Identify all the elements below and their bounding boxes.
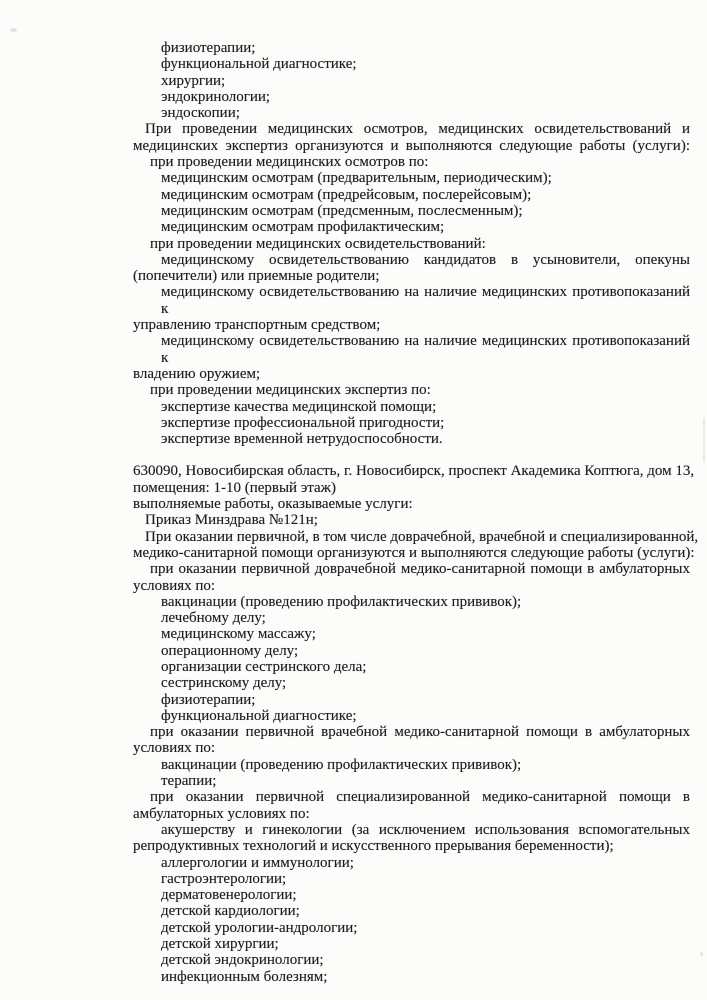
document-line: условиях по:	[133, 740, 216, 757]
document-line: эндокринологии;	[161, 88, 271, 105]
document-line: физиотерапии;	[161, 40, 256, 56]
document-line: физиотерапии;	[161, 691, 256, 708]
document-line: выполняемые работы, оказываемые услуги:	[133, 496, 413, 513]
document-line: (попечители) или приемные родители;	[133, 268, 380, 285]
document-line: лечебному делу;	[161, 610, 266, 627]
document-line: операционному делу;	[161, 642, 299, 659]
document-line: медицинскому освидетельствованию на наличие медицинских противопоказаний к	[161, 284, 690, 317]
document-line: медико-санитарной помощи организуются и выполняются следующие работы (услуги):	[133, 544, 695, 561]
document-line: амбулаторных условиях по:	[133, 805, 310, 822]
document-line: медицинским осмотрам (предрейсовым, послерейсовым);	[161, 186, 532, 203]
document-line: терапии;	[161, 773, 217, 790]
scan-artifact	[703, 418, 705, 462]
document-line: при проведении медицинских осмотров по:	[150, 154, 429, 171]
document-line: вакцинации (проведению профилактических прививок);	[161, 593, 522, 610]
document-line: управлению транспортным средством;	[133, 317, 381, 334]
document-line: при оказании первичной врачебной медико-санитарной помощи в амбулаторных	[150, 724, 690, 741]
document-line: экспертизе качества медицинской помощи;	[161, 398, 437, 415]
document-line: детской кардиологии;	[161, 903, 300, 920]
document-line: медицинскому освидетельствованию кандидатов в усыновители, опекуны	[161, 251, 690, 268]
document-line: при оказании первичной специализированной медико-санитарной помощи в	[150, 789, 690, 806]
document-line: Приказ Минздрава №121н;	[145, 512, 318, 529]
document-line: медицинским осмотрам профилактическим;	[161, 219, 445, 236]
document-line: при проведении медицинских освидетельствований:	[150, 235, 486, 252]
document-line: репродуктивных технологий и искусственного прерывания беременности);	[133, 838, 614, 855]
document-line: медицинским осмотрам (предсменным, послесменным);	[161, 202, 523, 219]
document-line: дерматовенерологии;	[161, 887, 297, 904]
document-line: медицинских экспертиз организуются и выполняются следующие работы (услуги):	[133, 137, 690, 154]
document-line: эндоскопии;	[161, 105, 240, 122]
document-line: вакцинации (проведению профилактических прививок);	[161, 756, 522, 773]
document-line: детской эндокринологии;	[161, 952, 324, 969]
document-line: функциональной диагностике;	[161, 707, 357, 724]
document-line: медицинскому массажу;	[161, 626, 316, 643]
document-line: 630090, Новосибирская область, г. Новосибирск, проспект Академика Коптюга, дом 13,	[133, 463, 695, 480]
document-line: сестринскому делу;	[161, 675, 287, 692]
scan-artifact	[700, 952, 703, 956]
document-line: условиях по:	[133, 577, 216, 594]
document-line: при оказании первичной доврачебной медико-санитарной помощи в амбулаторных	[150, 561, 690, 578]
document-text	[133, 40, 699, 985]
document-line: инфекционным болезням;	[161, 968, 328, 985]
document-line: владению оружием;	[133, 365, 261, 382]
document-line: гастроэнтерологии;	[161, 870, 287, 887]
document-line: при проведении медицинских экспертиз по:	[150, 382, 431, 399]
document-line: хирургии;	[161, 72, 226, 89]
document-line: акушерству и гинекологии (за исключением использования вспомогательных	[161, 821, 690, 838]
license-works-section-previous-address	[133, 40, 690, 447]
document-line: детской хирургии;	[161, 936, 279, 953]
document-line: медицинским осмотрам (предварительным, периодическим);	[161, 170, 552, 187]
scan-artifact	[10, 28, 17, 32]
document-line: При проведении медицинских осмотров, медицинских освидетельствований и	[145, 121, 690, 138]
document-line: организации сестринского дела;	[161, 658, 367, 675]
document-line: экспертизе профессиональной пригодности;	[161, 414, 445, 431]
document-line: аллергологии и иммунологии;	[161, 854, 354, 871]
document-line: функциональной диагностике;	[161, 56, 357, 73]
document-line: экспертизе временной нетрудоспособности.	[161, 431, 443, 448]
license-works-section-koptyuga-13	[133, 463, 699, 985]
document-line: помещения: 1-10 (первый этаж)	[133, 479, 337, 496]
document-line: медицинскому освидетельствованию на наличие медицинских противопоказаний к	[161, 333, 690, 366]
document-line: При оказании первичной, в том числе доврачебной, врачебной и специализированной,	[145, 528, 699, 545]
document-line: детской урологии-андрологии;	[161, 919, 358, 936]
